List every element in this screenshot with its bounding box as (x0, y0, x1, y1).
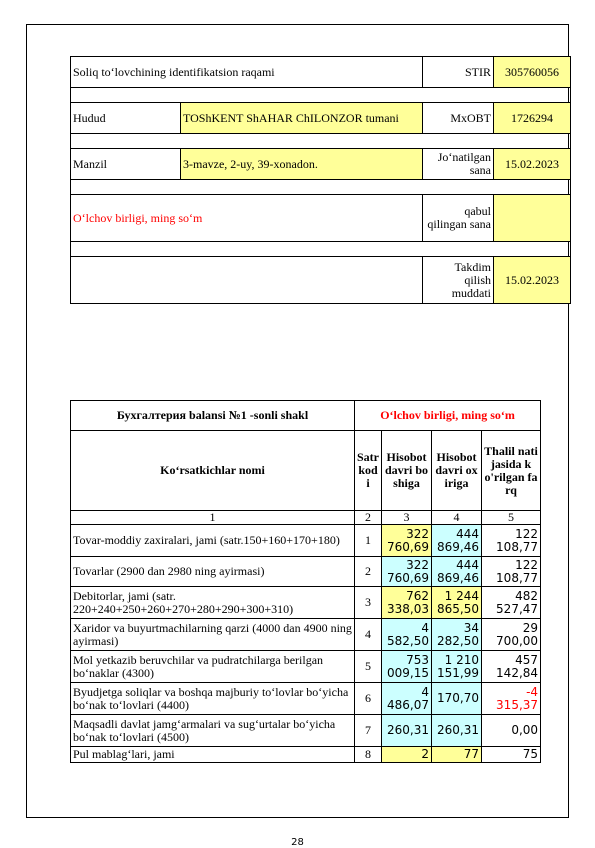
manzil-value: 3-mavze, 2-uy, 39-xonadon. (181, 149, 423, 180)
start-value: 762 338,03 (382, 587, 432, 619)
row-code: 6 (355, 683, 382, 715)
diff-value: 122 108,77 (482, 557, 541, 587)
indicator-name: Xaridor va buyurtmachilarning qarzi (4000 dan 4900 ning ayirmasi) (71, 619, 355, 651)
header-info-table (70, 56, 571, 304)
hudud-label: Hudud (71, 103, 181, 134)
end-value: 34 282,50 (432, 619, 482, 651)
start-value: 753 009,15 (382, 651, 432, 683)
col-number: 4 (432, 511, 482, 525)
spacer-row (71, 88, 571, 103)
col-header-diff: Thalil natijasida ko'rilgan farq (482, 431, 541, 511)
page-number: 28 (291, 837, 304, 848)
col-number: 3 (382, 511, 432, 525)
manzil-label: Manzil (71, 149, 181, 180)
diff-value: -4 315,37 (482, 683, 541, 715)
row-code: 8 (355, 747, 382, 763)
table-row (71, 747, 541, 763)
col-number: 2 (355, 511, 382, 525)
indicator-name: Maqsadli davlat jamg‘armalari va sug‘urtalar bo‘yicha bo‘nak to‘lovlari (4500) (71, 715, 355, 747)
col-number: 1 (71, 511, 355, 525)
unit-label: O‘lchov birligi, ming so‘m (71, 195, 423, 242)
diff-value: 29 700,00 (482, 619, 541, 651)
table-row (71, 651, 541, 683)
diff-value: 482 527,47 (482, 587, 541, 619)
col-header-name: Ko‘rsatkichlar nomi (71, 431, 355, 511)
spacer-row (71, 242, 571, 257)
table-row (71, 557, 541, 587)
end-value: 1 210 151,99 (432, 651, 482, 683)
deadline-value: 15.02.2023 (494, 257, 571, 304)
table-row (71, 683, 541, 715)
row-code: 3 (355, 587, 382, 619)
start-value: 260,31 (382, 715, 432, 747)
row-code: 2 (355, 557, 382, 587)
row-code: 7 (355, 715, 382, 747)
col-header-end: Hisobot davri oxiriga (432, 431, 482, 511)
mxobt-code: 1726294 (494, 103, 571, 134)
row-code: 4 (355, 619, 382, 651)
table-row (71, 619, 541, 651)
indicator-name: Byudjetga soliqlar va boshqa majburiy to‘lovlar bo‘yicha bo‘nak to‘lovlari (4400) (71, 683, 355, 715)
deadline-key: Takdim qilish muddati (423, 257, 494, 304)
table-row (71, 587, 541, 619)
balance-table (70, 400, 541, 763)
row-code: 1 (355, 525, 382, 557)
end-value: 170,70 (432, 683, 482, 715)
start-value: 2 (382, 747, 432, 763)
received-date-value (494, 195, 571, 242)
start-value: 4 486,07 (382, 683, 432, 715)
indicator-name: Pul mablag‘lari, jami (71, 747, 355, 763)
end-value: 260,31 (432, 715, 482, 747)
diff-value: 0,00 (482, 715, 541, 747)
stir-label: Soliq to‘lovchining identifikatsion raqami (71, 57, 423, 88)
diff-value: 75 (482, 747, 541, 763)
hudud-value: TOShKENT ShAHAR ChILONZOR tumani (181, 103, 423, 134)
sent-date-value: 15.02.2023 (494, 149, 571, 180)
col-header-start: Hisobot davri boshiga (382, 431, 432, 511)
end-value: 77 (432, 747, 482, 763)
stir-value: 305760056 (494, 57, 571, 88)
col-number: 5 (482, 511, 541, 525)
indicator-name: Mol yetkazib beruvchilar va pudratchilarga berilgan bo‘naklar (4300) (71, 651, 355, 683)
start-value: 322 760,69 (382, 525, 432, 557)
received-date-key: qabul qilingan sana (423, 195, 494, 242)
empty-cell (71, 257, 423, 304)
diff-value: 457 142,84 (482, 651, 541, 683)
table-row (71, 525, 541, 557)
indicator-name: Debitorlar, jami (satr. 220+240+250+260+270+280+290+300+310) (71, 587, 355, 619)
start-value: 322 760,69 (382, 557, 432, 587)
sent-date-key: Jo‘natilgan sana (423, 149, 494, 180)
start-value: 4 582,50 (382, 619, 432, 651)
indicator-name: Tovar-moddiy zaxiralari, jami (satr.150+160+170+180) (71, 525, 355, 557)
spacer-row (71, 134, 571, 149)
balance-title: Бухгалтерия balansi №1 -sonli shakl (71, 401, 355, 431)
table-row (71, 715, 541, 747)
row-code: 5 (355, 651, 382, 683)
end-value: 444 869,46 (432, 525, 482, 557)
balance-unit: O‘lchov birligi, ming so‘m (355, 401, 541, 431)
end-value: 1 244 865,50 (432, 587, 482, 619)
mxobt-key: MxOBT (423, 103, 494, 134)
end-value: 444 869,46 (432, 557, 482, 587)
stir-key: STIR (423, 57, 494, 88)
indicator-name: Tovarlar (2900 dan 2980 ning ayirmasi) (71, 557, 355, 587)
diff-value: 122 108,77 (482, 525, 541, 557)
col-header-row-code: Satr kodi (355, 431, 382, 511)
spacer-row (71, 180, 571, 195)
